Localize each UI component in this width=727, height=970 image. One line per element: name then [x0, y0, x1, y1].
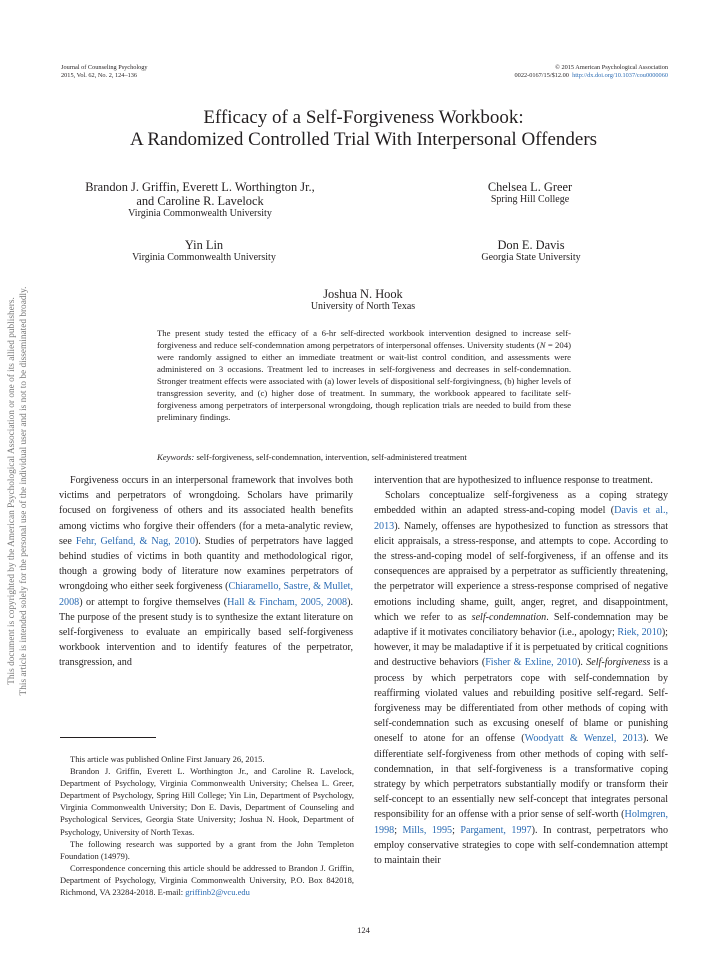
article-title: [60, 107, 667, 151]
citation-link[interactable]: Fisher & Exline, 2010: [485, 657, 578, 669]
journal-name: Journal of Counseling Psychology: [61, 64, 148, 71]
issn: 0022-0167/15/$12.00: [514, 71, 569, 79]
abstract-text: The present study tested the efficacy of a 6-hr self-directed workbook intervention designed to increase self-forgiveness and reduce self-condemnation among perpetrators of interpersonal offenses. University students (: [157, 328, 571, 350]
footnote-rule: [60, 737, 156, 738]
citation-link[interactable]: Woodyatt & Wenzel, 2013: [524, 733, 643, 745]
footnote: Brandon J. Griffin, Everett L. Worthington Jr., and Caroline R. Lavelock, Department of Psychology, Virginia Commonwealth University; Chelsea L. Greer, Department of Psychology, Spring Hill College; Yin Lin, Department of Psychology, Virginia Commonwealth University; Don E. Davis, Department of Counseling and Psychological Services, Georgia State University; Joshua N. Hook, Department of Psychology, University of North Texas.: [60, 766, 354, 837]
author-name: Joshua N. Hook: [323, 287, 403, 301]
author-affiliation: Virginia Commonwealth University: [128, 208, 272, 219]
author-affiliation: Virginia Commonwealth University: [132, 252, 276, 263]
author-affiliation: University of North Texas: [310, 301, 416, 312]
author-names-line-2: and Caroline R. Lavelock: [136, 194, 264, 208]
footnotes: [60, 753, 354, 898]
author-block-lin: [104, 238, 304, 264]
journal-volume: 2015, Vol. 62, No. 2, 124–136: [61, 71, 138, 79]
citation-link[interactable]: Fehr, Gelfand, & Nag, 2010: [75, 535, 195, 547]
paragraph: Forgiveness occurs in an interpersonal framework that involves both victims and perpetrators of wrongdoing. Scholars have primarily focused on forgiveness of others and its associated health benefits among victims who forgive their offenders (for a meta-analytic review, see Fehr, Gelfand, & Nag, 2010). Studies of perpetrators have lagged behind studies of victims in both quantity and methodological rigor, though a growing body of literature now examines perpetrators of wrongdoing who either seek forgiveness (Chiaramello, Sastre, & Mullet, 2008) or attempt to forgive themselves (Hall & Fincham, 2005, 2008). The purpose of the present study is to synthesize the extant literature on self-forgiveness to evaluate an empirically based self-forgiveness workbook intervention and to identify features of the perpetrator, transgression, and: [59, 475, 353, 669]
journal-header-right: [515, 64, 668, 79]
keywords-label: Keywords:: [157, 452, 195, 462]
sample-size-symbol: N: [539, 340, 546, 350]
keywords-list: self-forgiveness, self-condemnation, intervention, self-administered treatment: [194, 452, 467, 462]
side-copyright-notice: [6, 268, 30, 714]
author-names-line-1: Brandon J. Griffin, Everett L. Worthington Jr.,: [85, 180, 315, 194]
title-line-2: A Randomized Controlled Trial With Interpersonal Offenders: [129, 129, 598, 150]
abstract-text: = 204) were randomly assigned to either an immediate treatment or wait-list control condition, and assessments were administered on 3 occasions. Treatment led to increases in self-forgiveness and decreases in self-condemnation. Stronger treatment effects were associated with (a) lower levels of dispositional self-forgivingness, (b) higher levels of transgression severity, and (c) higher dose of treatment. In summary, the workbook appeared to facilitate self-forgiveness among perpetrators of interpersonal wrongdoing, though replication trials are needed to build from these preliminary findings.: [157, 340, 571, 422]
author-name: Don E. Davis: [497, 238, 565, 252]
footnote: The following research was supported by a grant from the John Templeton Foundation (14979).: [60, 838, 354, 861]
citation-link[interactable]: Davis et al., 2013: [374, 505, 669, 532]
issn-doi-line: [515, 72, 668, 80]
author-block-griffin: [40, 180, 360, 220]
author-affiliation: Spring Hill College: [490, 194, 570, 205]
side-notice-line-2: This article is intended solely for the personal use of the individual user and is not to be disseminated broadly.: [19, 286, 29, 696]
footnote: This article was published Online First January 26, 2015.: [70, 754, 265, 764]
citation-link[interactable]: Holmgren, 1998: [374, 809, 668, 836]
citation-link[interactable]: Pargament, 1997: [460, 824, 532, 836]
author-name: Chelsea L. Greer: [487, 180, 573, 194]
author-name: Yin Lin: [184, 238, 224, 252]
title-line-1: Efficacy of a Self-Forgiveness Workbook:: [203, 107, 524, 128]
body-right-column: [374, 473, 668, 868]
citation-link[interactable]: Riek, 2010: [617, 627, 662, 639]
paragraph: intervention that are hypothesized to influence response to treatment.: [374, 475, 653, 486]
footnote: Correspondence concerning this article should be addressed to Brandon J. Griffin, Department of Psychology, Virginia Commonwealth University, P.O. Box 842018, Richmond, VA 23284-2018. E-mail: griffinb2@vcu.edu: [60, 862, 354, 898]
doi-link[interactable]: http://dx.doi.org/10.1037/cou0000060: [572, 71, 668, 79]
copyright-notice: © 2015 American Psychological Association: [555, 64, 668, 71]
author-block-greer: [420, 180, 640, 206]
page-number: 124: [357, 925, 370, 935]
author-affiliation: Georgia State University: [481, 252, 581, 263]
paragraph: Scholars conceptualize self-forgiveness as a coping strategy embedded within an adapted stress-and-coping model (Davis et al., 2013). Namely, offenses are hypothesized to function as stressors that elicit appraisals, a stress-response, and attempts to cope. According to the stress-and-coping model of self-forgiveness, if an offense and its consequences are appraised by a perpetrator as sufficiently threatening, the perpetrator will experience a stress-response comprised of negative emotions including shame, guilt, anger, regret, and disappointment, which we refer to as self-condemnation. Self-condemnation may be adaptive if it motivates conciliatory behavior (i.e., apology; Riek, 2010); however, it may be maladaptive if it is perpetuated by critical cognitions and destructive behaviors (Fisher & Exline, 2010). Self-forgiveness is a process by which perpetrators cope with self-condemnation by reaffirming violated values and rebuilding positive self-regard. Self-forgiveness may be differentiated from other methods of coping with self-condemnation such as excusing oneself of blame or punishing oneself to atone for an offense (Woodyatt & Wenzel, 2013). We differentiate self-forgiveness from other methods of coping with self-condemnation, in that self-forgiveness is a transformative coping strategy by which perpetrators substantially modify or transform their self-concept to an essentially new self-concept that integrates personal responsibility for an offense with a prior sense of self-worth (Holmgren, 1998; Mills, 1995; Pargament, 1997). In contrast, perpetrators who employ conservative strategies to cope with self-condemnation attempt to maintain their: [374, 490, 669, 867]
email-link[interactable]: griffinb2@vcu.edu: [185, 887, 250, 898]
side-notice-line-1: This document is copyrighted by the American Psychological Association or one of its allied publishers.: [7, 297, 17, 685]
citation-link[interactable]: Chiaramello, Sastre, & Mullet, 2008: [59, 581, 353, 608]
author-block-hook: [263, 287, 463, 313]
abstract: [157, 327, 571, 423]
citation-link[interactable]: Mills, 1995: [402, 824, 453, 836]
citation-link[interactable]: Hall & Fincham, 2005, 2008: [227, 596, 348, 608]
author-block-davis: [431, 238, 631, 264]
journal-header-left: [61, 64, 148, 79]
keywords: [157, 451, 571, 463]
body-left-column: [59, 473, 353, 671]
